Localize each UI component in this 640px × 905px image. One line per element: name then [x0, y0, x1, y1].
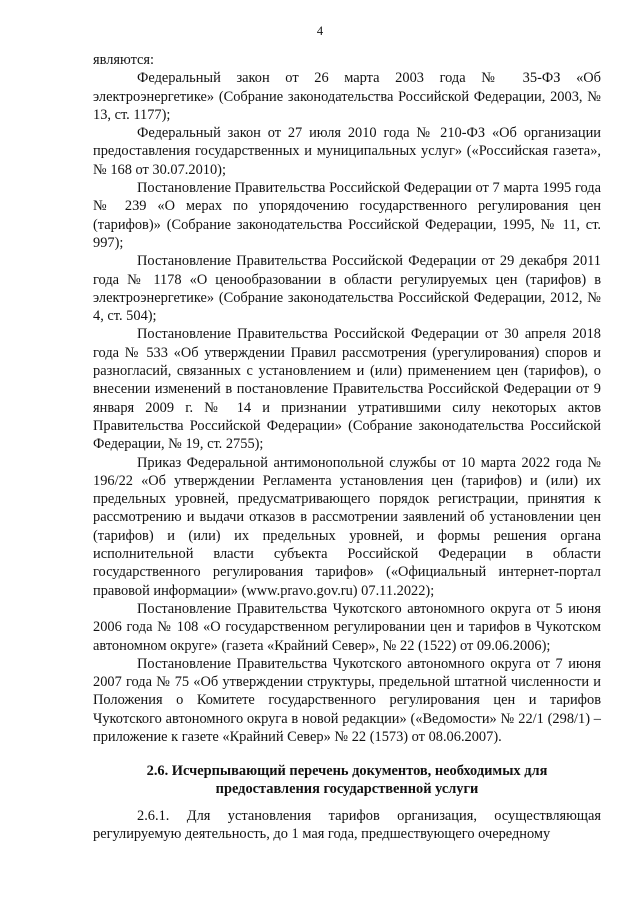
intro-line: являются:	[93, 52, 155, 68]
legal-act-paragraph: Постановление Правительства Российской Федерации от 30 апреля 2018 года № 533 «Об утверждении Правил рассмотрения (урегулирования) споров и разногласий, связанных с установлением и (или) применением цен (тарифов), о внесении изменений в постановление Правительства Российской Федерации от 9 января 2009 г. № 14 и признании утратившими силу некоторых актов Правительства Российской Федерации» (Собрание законодательства Российской Федерации, № 19, ст. 2755);	[93, 326, 601, 453]
section-heading: 2.6. Исчерпывающий перечень документов, необходимых для предоставления государственной услуги	[146, 763, 548, 797]
legal-act-paragraph: Постановление Правительства Чукотского автономного округа от 7 июня 2007 года № 75 «Об утверждении структуры, предельной штатной численности и Положения о Комитете государственного регулирования цен и тарифов Чукотского автономного округа в новой редакции» («Ведомости» № 22/1 (298/1) – приложение к газете «Крайний Север» № 22 (1573) от 08.06.2007).	[93, 655, 601, 745]
legal-act-paragraph: Постановление Правительства Российской Федерации от 29 декабря 2011 года № 1178 «О ценообразовании в области регулируемых цен (тарифов) в электроэнергетике» (Собрание законодательства Российской Федерации, 2012, № 4, ст. 504);	[93, 253, 601, 325]
legal-act-paragraph: Постановление Правительства Российской Федерации от 7 марта 1995 года № 239 «О мерах по упорядочению государственного регулирования цен (тарифов)» (Собрание законодательства Российской Федерации, 1995, № 11, ст. 997);	[93, 180, 601, 251]
legal-act-paragraph: Постановление Правительства Чукотского автономного округа от 5 июня 2006 года № 108 «О государственном регулировании цен и тарифов в Чукотском автономном округе» (газета «Крайний Север», № 22 (1522) от 09.06.2006);	[93, 600, 601, 654]
legal-act-paragraph: Федеральный закон от 26 марта 2003 года № 35-ФЗ «Об электроэнергетике» (Собрание законодательства Российской Федерации, 2003, № 13, ст. 1177);	[93, 70, 601, 123]
document-body	[93, 51, 601, 844]
section-paragraph: 2.6.1. Для установления тарифов организация, осуществляющая регулируемую деятельность, до 1 мая года, предшествующего очередному	[93, 808, 601, 843]
page-number: 4	[316, 24, 324, 38]
legal-act-paragraph: Федеральный закон от 27 июля 2010 года № 210-ФЗ «Об организации предоставления государственных и муниципальных услуг» («Российская газета», № 168 от 30.07.2010);	[93, 125, 601, 178]
legal-act-paragraph: Приказ Федеральной антимонопольной службы от 10 марта 2022 года № 196/22 «Об утверждении Регламента установления цен (тарифов) и (или) их предельных уровней, предусматривающего порядок регистрации, принятия к рассмотрению и выдачи отказов в рассмотрении заявлений об установлении цен (тарифов) и (или) их предельных уровней, и формы решения органа исполнительной власти субъекта Российской Федерации в области государственного регулирования тарифов» («Официальный интернет-портал правовой информации» (www.pravo.gov.ru) 07.11.2022);	[93, 454, 601, 599]
